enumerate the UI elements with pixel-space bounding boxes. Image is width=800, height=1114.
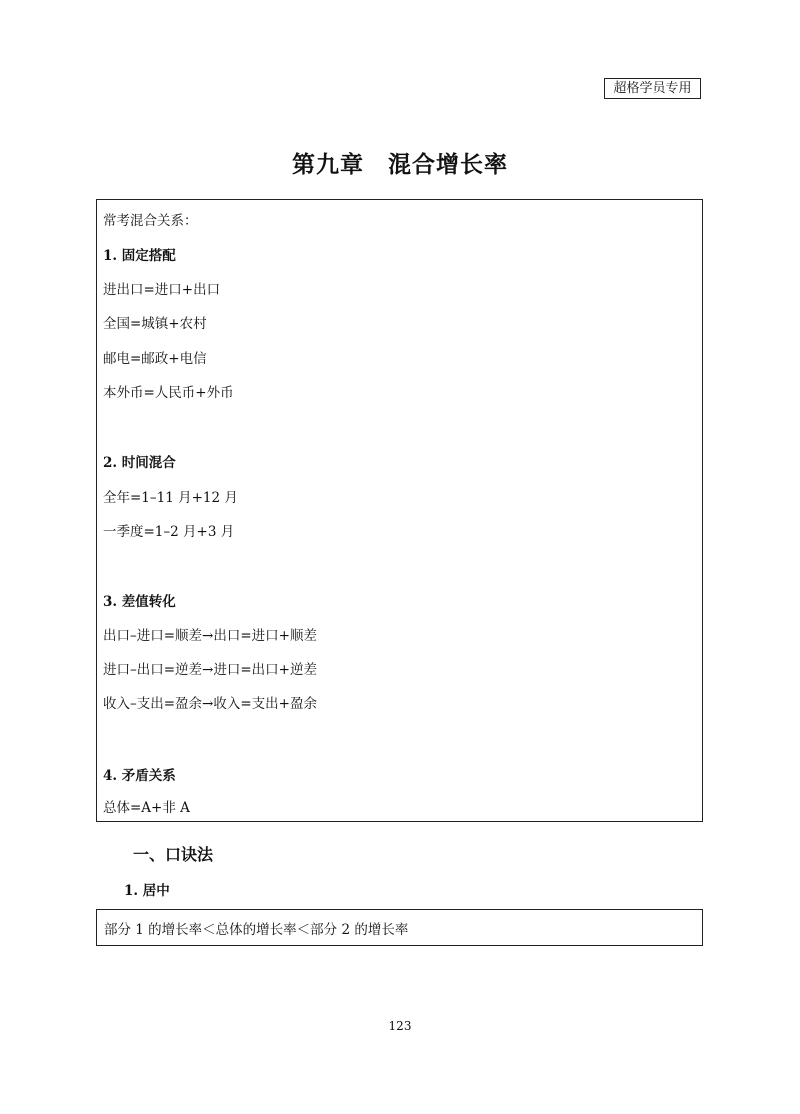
student-only-badge: 超格学员专用: [604, 78, 701, 99]
section-heading-fixed-pairing: 1. 固定搭配: [103, 248, 176, 264]
centered-rule-box: [96, 909, 703, 946]
section-heading-mnemonic: 一、口诀法: [133, 845, 214, 864]
list-item: 邮电=邮政+电信: [103, 351, 207, 367]
chapter-title: 第九章 混合增长率: [292, 151, 508, 178]
centered-rule-text: 部分 1 的增长率＜总体的增长率＜部分 2 的增长率: [104, 922, 409, 938]
mixed-relations-box: [96, 199, 703, 822]
page-number: 123: [388, 1019, 412, 1033]
box-intro: 常考混合关系：: [103, 213, 198, 229]
list-item: 收入–支出=盈余→收入=支出+盈余: [103, 696, 317, 712]
section-heading-difference-conversion: 3. 差值转化: [103, 594, 176, 610]
section-heading-time-mix: 2. 时间混合: [103, 455, 176, 471]
section-heading-contradiction: 4. 矛盾关系: [103, 768, 176, 784]
list-item: 出口–进口=顺差→出口=进口+顺差: [103, 628, 317, 644]
list-item: 进出口=进口+出口: [103, 282, 221, 298]
list-item: 本外币=人民币+外币: [103, 385, 234, 401]
list-item: 总体=A+非 A: [103, 800, 190, 816]
list-item: 一季度=1–2 月+3 月: [103, 524, 235, 540]
list-item: 进口–出口=逆差→进口=出口+逆差: [103, 662, 317, 678]
list-item: 全年=1–11 月+12 月: [103, 490, 238, 506]
subsection-heading-centered: 1. 居中: [124, 883, 170, 899]
list-item: 全国=城镇+农村: [103, 316, 207, 332]
